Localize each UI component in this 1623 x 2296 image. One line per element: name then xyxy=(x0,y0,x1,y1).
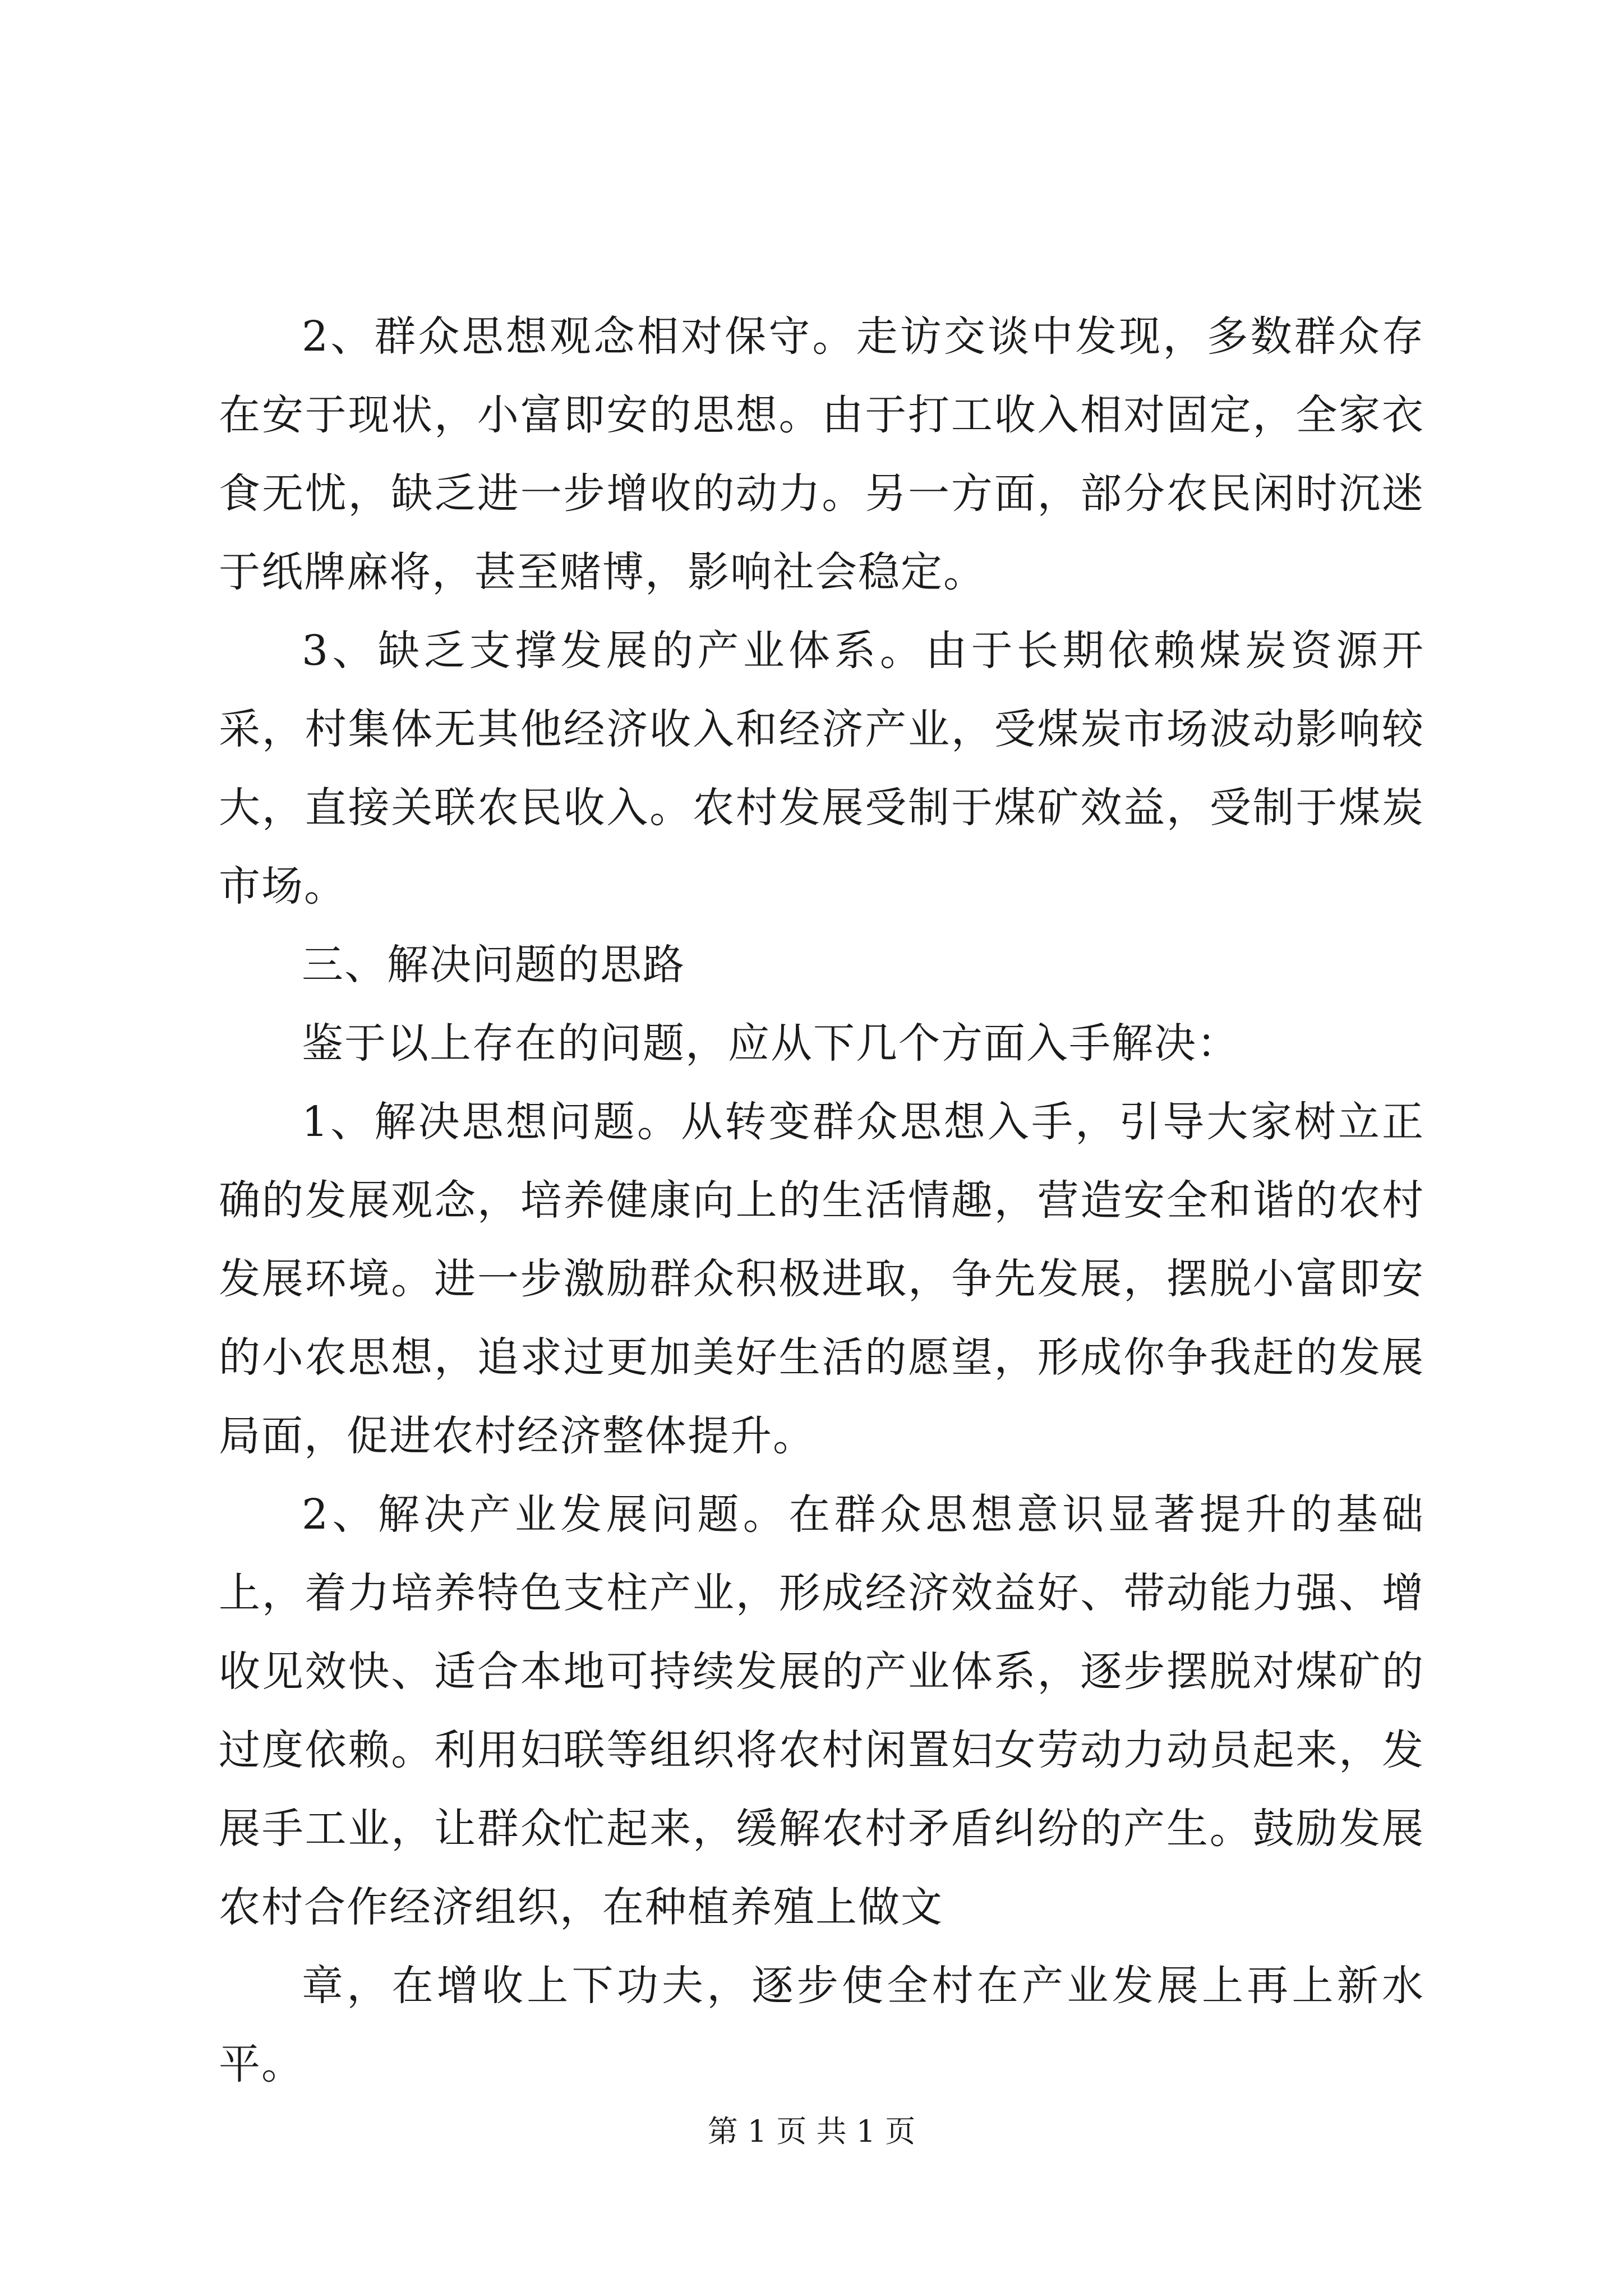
paragraph-solution-2-continued: 章，在增收上下功夫，逐步使全村在产业发展上再上新水平。 xyxy=(219,1962,1424,2088)
section-heading-solutions: 三、解决问题的思路 xyxy=(302,941,685,989)
paragraph-intro: 鉴于以上存在的问题，应从下几个方面入手解决： xyxy=(302,1019,1239,1068)
paragraph-solution-2: 2、解决产业发展问题。在群众思想意识显著提升的基础上，着力培养特色支柱产业，形成经济效益好、带动能力强、增收见效快、适合本地可持续发展的产业体系，逐步摆脱对煤矿的过度依赖。利用妇联等组织将农村闲置妇女劳动力动员起来，发展手工业，让群众忙起来，缓解农村矛盾纠纷的产生。鼓励发展农村合作经济组织，在种植养殖上做文 xyxy=(219,1490,1424,1931)
paragraph-solution-1: 1、解决思想问题。从转变群众思想入手，引导大家树立正确的发展观念，培养健康向上的生活情趣，营造安全和谐的农村发展环境。进一步激励群众积极进取，争先发展，摆脱小富即安的小农思想，追求过更加美好生活的愿望，形成你争我赶的发展局面，促进农村经济整体提升。 xyxy=(219,1098,1424,1460)
page-number-footer: 第 1 页 共 1 页 xyxy=(707,2114,916,2149)
paragraph-problem-2: 2、群众思想观念相对保守。走访交谈中发现，多数群众存在安于现状，小富即安的思想。由于打工收入相对固定，全家衣食无忧，缺乏进一步增收的动力。另一方面，部分农民闲时沉迷于纸牌麻将，甚至赌博，影响社会稳定。 xyxy=(219,312,1424,596)
paragraph-problem-3: 3、缺乏支撑发展的产业体系。由于长期依赖煤炭资源开采，村集体无其他经济收入和经济产业，受煤炭市场波动影响较大，直接关联农民收入。农村发展受制于煤矿效益，受制于煤炭市场。 xyxy=(219,627,1424,910)
document-body xyxy=(219,297,1424,2104)
